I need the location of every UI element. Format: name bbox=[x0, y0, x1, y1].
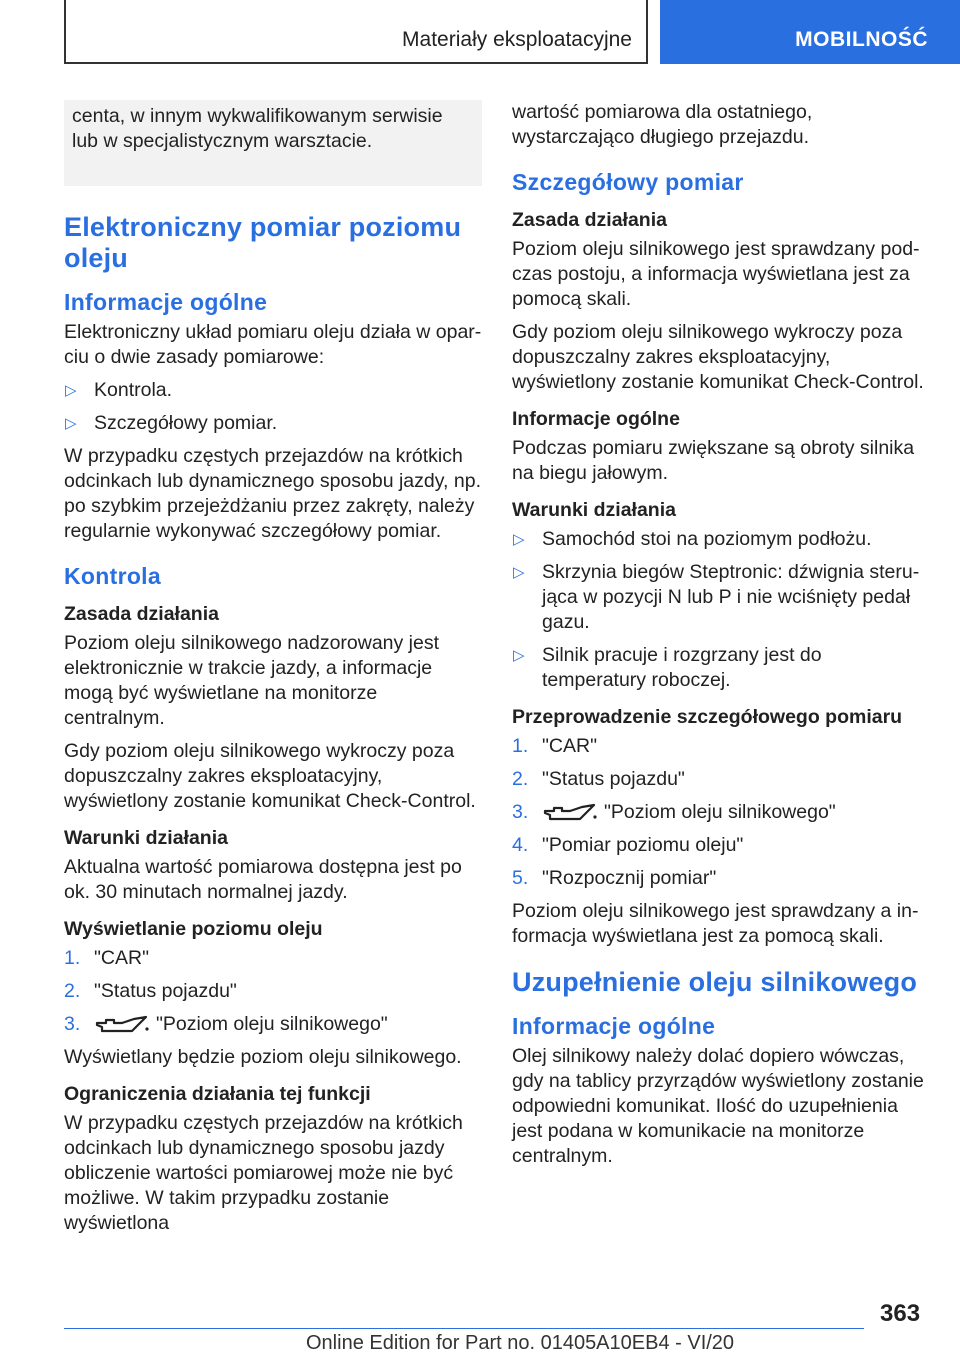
heading-operating-conditions: Warunki działania bbox=[512, 499, 676, 521]
heading-electronic-oil-measurement: Elektroniczny pomiar poziomu oleju bbox=[64, 212, 462, 273]
heading-procedure: Przeprowadzenie szczegółowego pomiaru bbox=[512, 706, 903, 728]
heading-operating-principle: Zasada działania bbox=[64, 603, 219, 625]
right-column bbox=[512, 100, 930, 1177]
paragraph-limits: W przypadku częstych przejazdów na krótkich odcinkach lub dynamicznego sposobu jazdy obliczenie wartości pomiarowej może nie być możliwe. W takim przypadku zostanie wyświetlona bbox=[64, 1112, 463, 1234]
footer-divider bbox=[64, 1328, 864, 1329]
list-item: 2. "Status pojazdu" bbox=[64, 980, 237, 1002]
heading-refill-general: Informacje ogólne bbox=[512, 1013, 716, 1039]
numbered-list-display bbox=[64, 946, 482, 1037]
paragraph-general: Elektroniczny układ pomiaru oleju działa w oparciu o dwie zasady pomiarowe: bbox=[64, 321, 482, 368]
heading-general-info: Informacje ogólne bbox=[512, 408, 680, 430]
heading-operating-principle: Zasada działania bbox=[512, 209, 667, 231]
bullet-list-principles bbox=[64, 378, 482, 436]
note-text: centa, w innym wykwalifikowanym serwisie lub w specjalistycznym warsztacie. bbox=[72, 105, 443, 152]
list-item: ▷ Kontrola. bbox=[65, 379, 173, 401]
page-number: 363 bbox=[880, 1300, 921, 1327]
list-item: 5. "Rozpocznij pomiar" bbox=[512, 867, 717, 889]
heading-refill-engine-oil: Uzupełnienie oleju silnikowego bbox=[512, 967, 918, 997]
oil-can-icon bbox=[542, 803, 598, 823]
list-item: ▷ Samochód stoi na poziomym podłożu. bbox=[513, 528, 872, 550]
paragraph-display-result: Wyświetlany będzie poziom oleju silnikowego. bbox=[64, 1046, 462, 1068]
triangle-right-icon: ▷ bbox=[513, 564, 525, 581]
paragraph-general: Podczas pomiaru zwiększane są obroty silnika na biegu jałowym. bbox=[512, 437, 915, 484]
note-box bbox=[64, 100, 482, 186]
heading-oil-level-display: Wyświetlanie poziomu oleju bbox=[64, 918, 323, 940]
triangle-right-icon: ▷ bbox=[513, 647, 525, 664]
heading-general-info: Informacje ogólne bbox=[64, 289, 268, 315]
header-section: MOBILNOŚĆ bbox=[795, 28, 928, 51]
paragraph-frequent-trips: W przypadku częstych przejazdów na krótkich odcinkach lub dynamicznego sposobu jazdy, np. po szybkim przejeżdżaniu przez zakręty, należy regularnie wykonywać szczegółowy pomiar. bbox=[64, 445, 481, 542]
oil-can-icon bbox=[94, 1015, 150, 1035]
heading-detailed-measurement: Szczegółowy pomiar bbox=[512, 169, 744, 195]
numbered-list-procedure bbox=[512, 734, 930, 891]
heading-function-limits: Ograniczenia działania tej funkcji bbox=[64, 1083, 371, 1105]
triangle-right-icon: ▷ bbox=[65, 382, 77, 399]
list-item: 3. "Poziom oleju silnikowego" bbox=[512, 801, 836, 823]
paragraph-principle-1: Poziom oleju silnikowego nadzorowany jest elektronicznie w trakcie jazdy, a informacje mogą być wyświetlane na monitorze centralnym. bbox=[64, 632, 440, 729]
header-section-tab bbox=[660, 0, 960, 64]
list-item: ▷ Szczegółowy pomiar. bbox=[65, 412, 278, 434]
footer-edition: Online Edition for Part no. 01405A10EB4 - VI/20 bbox=[306, 1332, 735, 1354]
triangle-right-icon: ▷ bbox=[513, 531, 525, 548]
list-item: 1. "CAR" bbox=[512, 735, 598, 757]
paragraph-principle-1: Poziom oleju silnikowego jest sprawdzany podczas postoju, a informacja wyświetlana jest za pomocą skali. bbox=[512, 238, 920, 310]
paragraph-refill: Olej silnikowy należy dolać dopiero wówczas, gdy na tablicy przyrządów wyświetlony zostanie odpowiedni komunikat. Ilość do uzupełnienia jest podana w komunikacie na monitorze centralnym. bbox=[512, 1045, 924, 1167]
paragraph-principle-2: Gdy poziom oleju silnikowego wykroczy poza dopuszczalny zakres eksploatacyjny, wyświetlony zostanie komunikat Check-Control. bbox=[512, 321, 924, 393]
list-item: ▷ Silnik pracuje i rozgrzany jest do temperatury roboczej. bbox=[513, 644, 822, 691]
heading-control: Kontrola bbox=[64, 563, 161, 589]
paragraph-principle-2: Gdy poziom oleju silnikowego wykroczy poza dopuszczalny zakres eksploatacyjny, wyświetlony zostanie komunikat Check-Control. bbox=[64, 740, 476, 812]
paragraph-continued: wartość pomiarowa dla ostatniego, wystarczająco długiego przejazdu. bbox=[512, 101, 813, 148]
list-item: ▷ Skrzynia biegów Steptronic: dźwignia sterująca w pozycji N lub P i nie wciśnięty pedał gazu. bbox=[513, 561, 920, 633]
list-item: 2. "Status pojazdu" bbox=[512, 768, 685, 790]
list-item: 1. "CAR" bbox=[64, 947, 150, 969]
list-item: 4. "Pomiar poziomu oleju" bbox=[512, 834, 744, 856]
triangle-right-icon: ▷ bbox=[65, 415, 77, 432]
header-title: Materiały eksploatacyjne bbox=[402, 28, 632, 51]
left-column bbox=[64, 100, 482, 1244]
page-header bbox=[0, 0, 960, 66]
list-item: 3. "Poziom oleju silnikowego" bbox=[64, 1013, 388, 1035]
header-title-box bbox=[64, 0, 648, 64]
bullet-list-conditions bbox=[512, 527, 930, 693]
heading-operating-conditions: Warunki działania bbox=[64, 827, 228, 849]
paragraph-procedure-result: Poziom oleju silnikowego jest sprawdzany a informacja wyświetlana jest za pomocą skali. bbox=[512, 900, 919, 947]
paragraph-conditions: Aktualna wartość pomiarowa dostępna jest po ok. 30 minutach normalnej jazdy. bbox=[64, 856, 462, 903]
